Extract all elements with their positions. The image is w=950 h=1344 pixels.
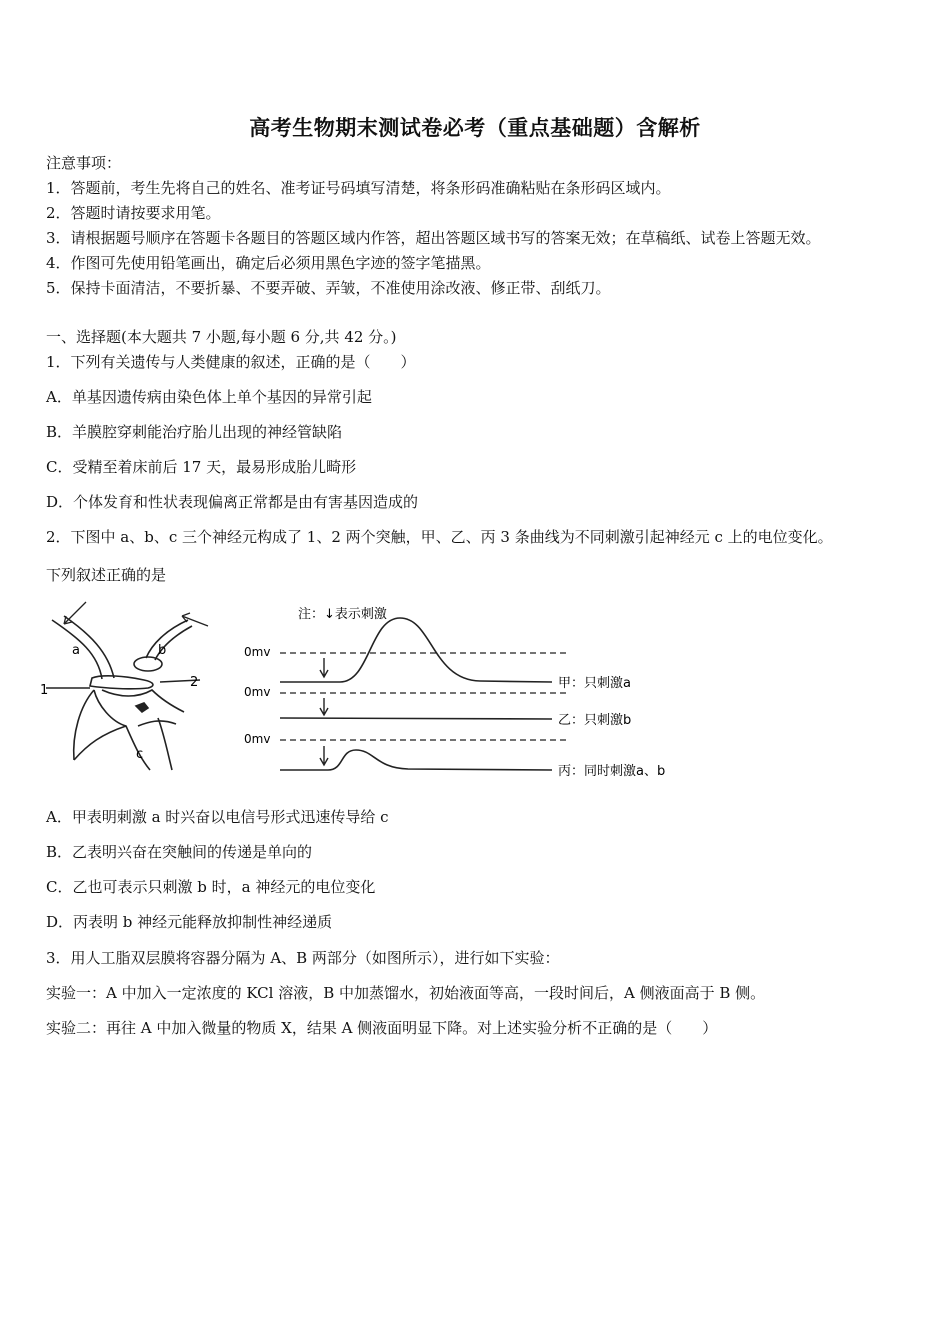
synapse-label-2: 2 xyxy=(190,675,199,690)
zero-label-jia: 0mv xyxy=(244,645,271,659)
neuron-label-a: a xyxy=(72,643,80,658)
page-title: 高考生物期末测试卷必考（重点基础题）含解析 xyxy=(249,116,701,140)
notice-heading: 注意事项： xyxy=(46,154,122,172)
question-3-experiment-1: 实验一：A 中加入一定浓度的 KCl 溶液，B 中加蒸馏水，初始液面等高，一段时间后，A 侧液面高于 B 侧。 xyxy=(46,984,766,1002)
zero-label-yi: 0mv xyxy=(244,685,271,699)
curve-yi xyxy=(280,718,552,719)
notice-item-1: 1．答题前，考生先将自己的姓名、准考证号码填写清楚，将条形码准确粘贴在条形码区域内。 xyxy=(46,179,671,197)
question-3-stem: 3．用人工脂双层膜将容器分隔为 A、B 两部分（如图所示），进行如下实验： xyxy=(46,949,560,967)
curve-label-jia: 甲：只刺激a xyxy=(558,676,631,691)
question-2-stem-line-1: 2．下图中 a、b、c 三个神经元构成了 1、2 两个突触，甲、乙、丙 3 条曲线为不同刺激引起神经元 c 上的电位变化。 xyxy=(46,528,833,546)
synapse-label-1: 1 xyxy=(40,683,49,698)
question-1-stem: 1．下列有关遗传与人类健康的叙述，正确的是（ ） xyxy=(46,353,416,371)
stimulus-arrow-yi-icon xyxy=(320,698,328,715)
question-2-option-a: A．甲表明刺激 a 时兴奋以电信号形式迅速传导给 c xyxy=(46,808,389,826)
neuron-label-c: c xyxy=(136,747,144,762)
question-1-option-c: C．受精至着床前后 17 天，最易形成胎儿畸形 xyxy=(46,458,357,476)
question-2-option-c: C．乙也可表示只刺激 b 时，a 神经元的电位变化 xyxy=(46,878,376,896)
stimulus-arrow-jia-icon xyxy=(320,658,328,677)
stimulus-arrow-a-icon xyxy=(64,602,86,624)
notice-item-4: 4．作图可先使用铅笔画出，确定后必须用黑色字迹的签字笔描黑。 xyxy=(46,254,491,272)
neuron-potential-figure xyxy=(40,594,720,790)
question-1-option-d: D．个体发育和性状表现偏离正常都是由有害基因造成的 xyxy=(46,493,419,511)
notice-item-3: 3．请根据题号顺序在答题卡各题目的答题区域内作答，超出答题区域书写的答案无效；在草稿纸、试卷上答题无效。 xyxy=(46,229,821,247)
question-1-option-a: A．单基因遗传病由染色体上单个基因的异常引起 xyxy=(46,388,372,406)
curve-label-yi: 乙：只刺激b xyxy=(558,713,632,728)
question-2-option-d: D．丙表明 b 神经元能释放抑制性神经递质 xyxy=(46,913,333,931)
stimulus-arrow-bing-icon xyxy=(320,746,328,765)
notice-item-2: 2．答题时请按要求用笔。 xyxy=(46,204,221,222)
question-2-stem-line-2: 下列叙述正确的是 xyxy=(46,566,167,584)
zero-label-bing: 0mv xyxy=(244,732,271,746)
curve-label-bing: 丙：同时刺激a、b xyxy=(558,764,666,779)
question-3-experiment-2: 实验二：再往 A 中加入微量的物质 X，结果 A 侧液面明显下降。对上述实验分析不正确的是（ ） xyxy=(46,1019,718,1037)
question-1-option-b: B．羊膜腔穿刺能治疗胎儿出现的神经管缺陷 xyxy=(46,423,343,441)
neuron-label-b: b xyxy=(158,643,167,658)
stimulus-arrow-b-icon xyxy=(182,613,208,626)
section-heading: 一、选择题(本大题共 7 小题,每小题 6 分,共 42 分。) xyxy=(46,328,397,346)
neuron-diagram xyxy=(46,616,200,770)
figure-note: 注：↓表示刺激 xyxy=(298,607,387,622)
notice-item-5: 5．保持卡面清洁，不要折暴、不要弄破、弄皱，不准使用涂改液、修正带、刮纸刀。 xyxy=(46,279,611,297)
neuron-figure-svg xyxy=(40,594,720,790)
question-2-option-b: B．乙表明兴奋在突触间的传递是单向的 xyxy=(46,843,313,861)
